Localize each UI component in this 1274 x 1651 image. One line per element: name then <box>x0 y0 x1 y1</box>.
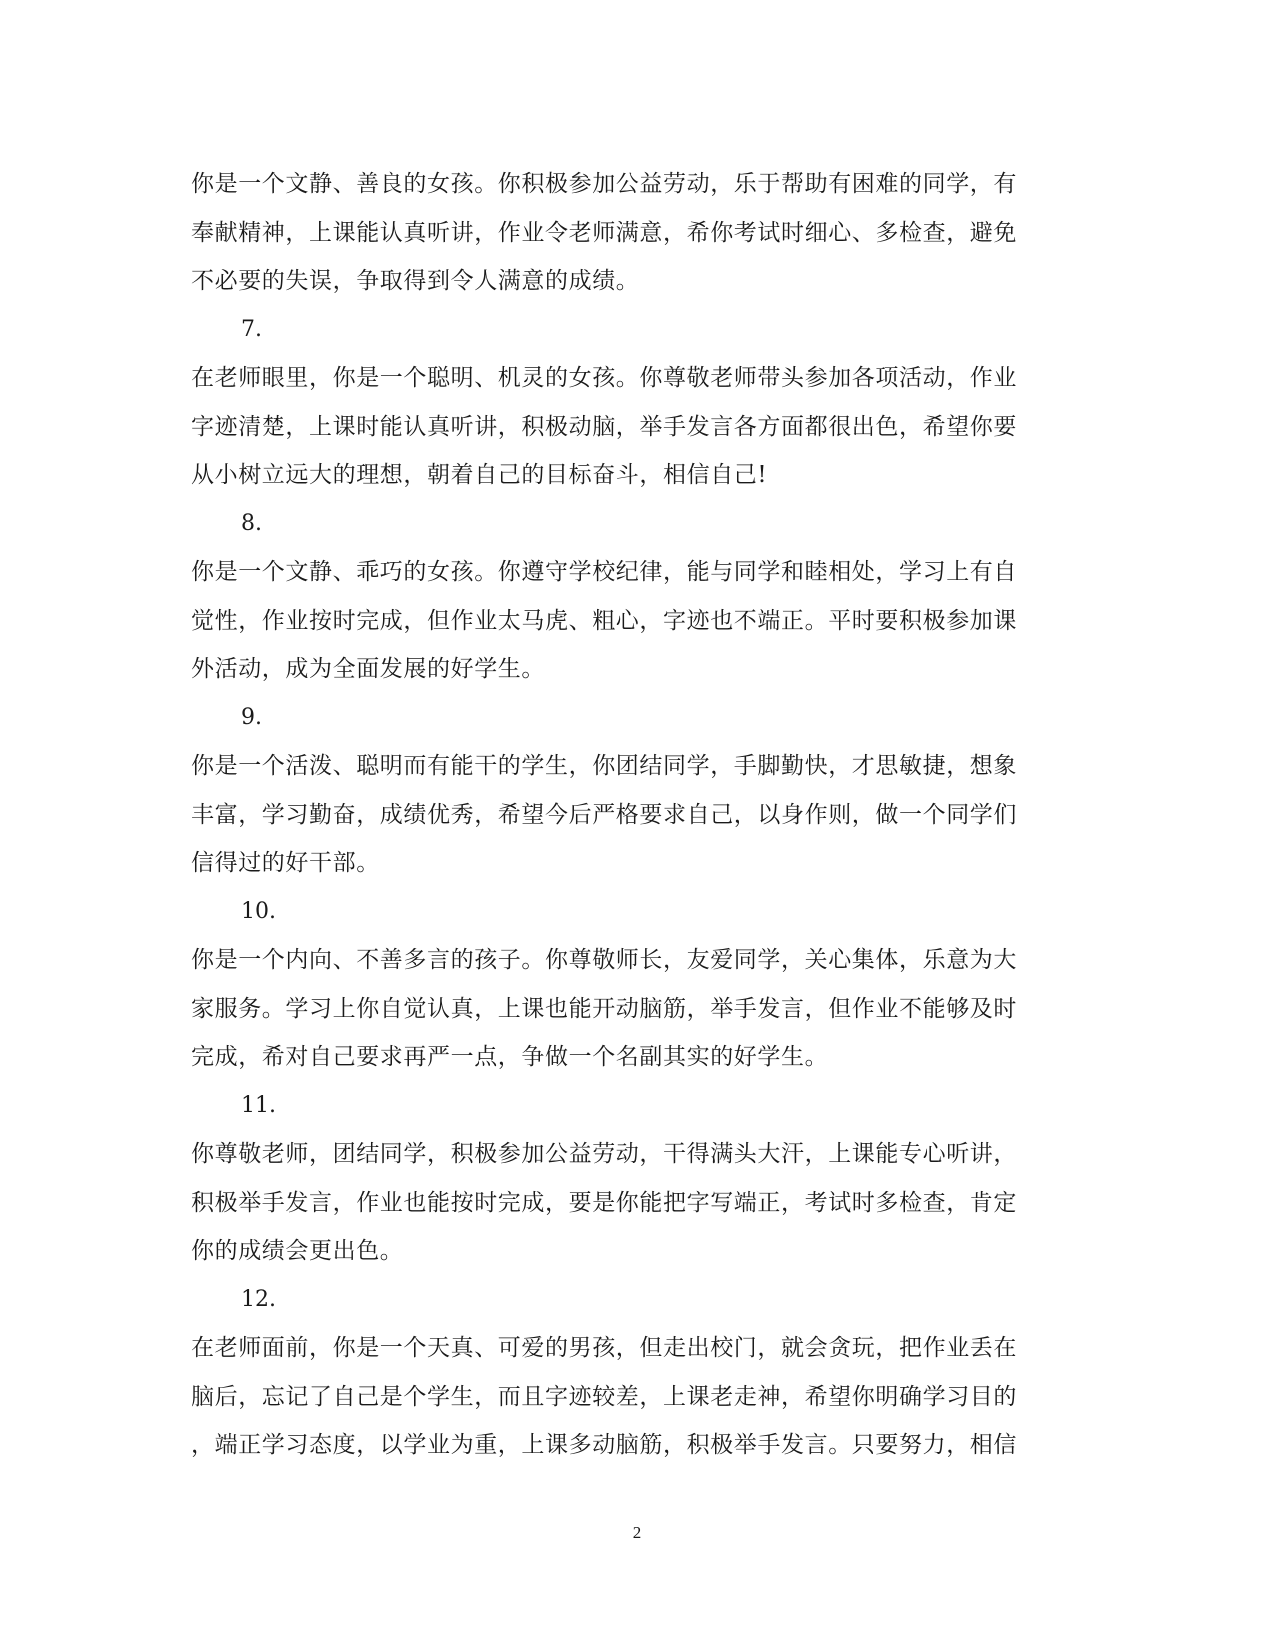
item-number: 10. <box>241 898 276 924</box>
item-number: 7. <box>241 316 262 342</box>
page-number: 2 <box>632 1523 642 1542</box>
comment-paragraph: 在老师面前，你是一个天真、可爱的男孩，但走出校门，就会贪玩，把作业丢在 脑后，忘记了自己是个学生，而且字迹较差，上课老走神，希望你明确学习目的 ，端正学习态度，以学业为重，上课多动脑筋，积极举手发言。只要努力，相信 <box>191 1335 1017 1458</box>
comment-paragraph: 在老师眼里，你是一个聪明、机灵的女孩。你尊敬老师带头参加各项活动，作业 字迹清楚，上课时能认真听讲，积极动脑，举手发言各方面都很出色，希望你要 从小树立远大的理想，朝着自己的目标奋斗，相信自己! <box>191 365 1017 488</box>
document-body <box>191 160 1063 1470</box>
comment-paragraph: 你是一个文静、乖巧的女孩。你遵守学校纪律，能与同学和睦相处，学习上有自 觉性，作业按时完成，但作业太马虎、粗心，字迹也不端正。平时要积极参加课 外活动，成为全面发展的好学生。 <box>191 559 1017 682</box>
comment-paragraph: 你是一个内向、不善多言的孩子。你尊敬师长，友爱同学，关心集体，乐意为大 家服务。学习上你自觉认真，上课也能开动脑筋，举手发言，但作业不能够及时 完成，希对自己要求再严一点，争做一个名副其实的好学生。 <box>191 947 1017 1070</box>
item-number: 8. <box>241 510 262 536</box>
comment-paragraph: 你尊敬老师，团结同学，积极参加公益劳动，干得满头大汗，上课能专心听讲， 积极举手发言，作业也能按时完成，要是你能把字写端正，考试时多检查，肯定 你的成绩会更出色。 <box>191 1141 1017 1264</box>
comment-paragraph: 你是一个文静、善良的女孩。你积极参加公益劳动，乐于帮助有困难的同学，有 奉献精神，上课能认真听讲，作业令老师满意，希你考试时细心、多检查，避免 不必要的失误，争取得到令人满意的成绩。 <box>191 171 1017 294</box>
comment-paragraph: 你是一个活泼、聪明而有能干的学生，你团结同学，手脚勤快，才思敏捷，想象 丰富，学习勤奋，成绩优秀，希望今后严格要求自己，以身作则，做一个同学们 信得过的好干部。 <box>191 753 1017 876</box>
item-number: 12. <box>241 1286 276 1312</box>
item-number: 11. <box>241 1092 276 1118</box>
item-number: 9. <box>241 704 262 730</box>
